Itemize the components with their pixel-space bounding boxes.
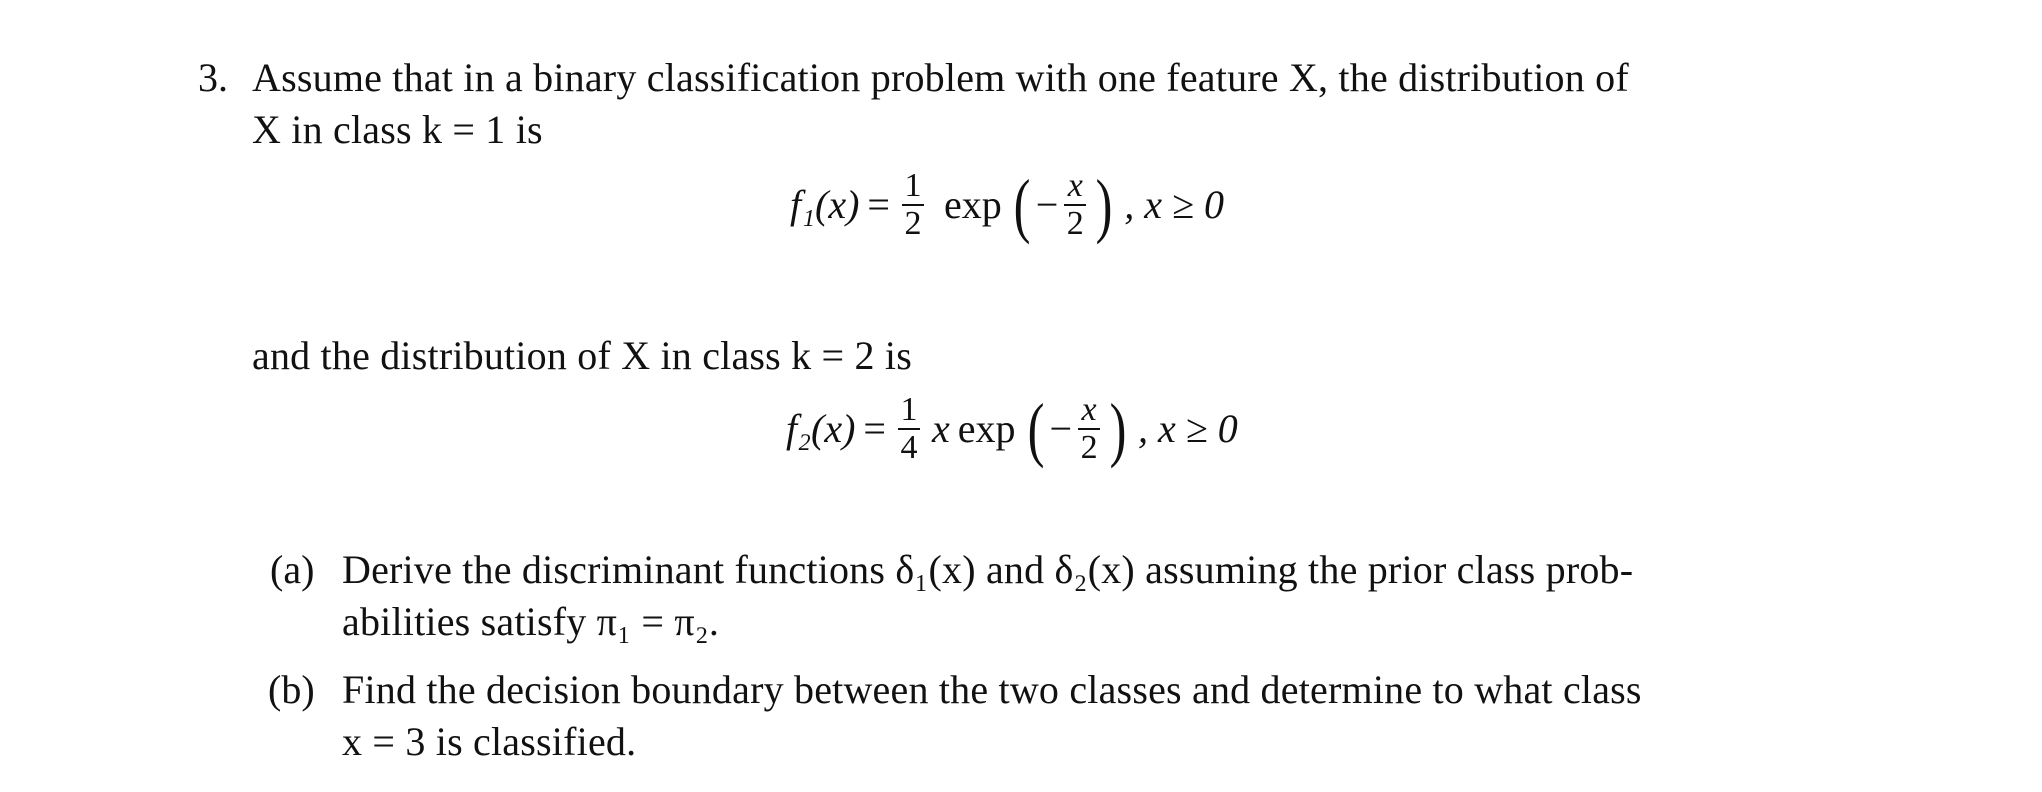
left-paren: ( [1013, 164, 1031, 245]
f1-coef-num: 1 [904, 167, 922, 204]
f2-coef-num: 1 [900, 391, 918, 428]
f1-exp-argument [1010, 164, 1117, 245]
f1-exp: exp [943, 182, 1002, 228]
left-paren: ( [1027, 388, 1044, 469]
f1-minus: − [1035, 182, 1059, 228]
f1-coefficient [902, 168, 924, 241]
part-a-label: (a) [270, 547, 315, 592]
f1-equals: = [867, 182, 890, 228]
f1-lhs: f₁(x) [790, 182, 860, 228]
part-a-line-2: abilities satisfy π₁ = π₂. [342, 599, 720, 644]
f2-minus: − [1049, 406, 1073, 452]
right-paren: ) [1109, 388, 1127, 469]
f2-condition: , x ≥ 0 [1138, 406, 1238, 452]
part-a-line-1: Derive the discriminant functions δ₁(x) and δ₂(x) assuming the prior class prob- [342, 547, 1634, 592]
f2-coefficient [898, 392, 920, 465]
mid-line: and the distribution of X in class k = 2 is [252, 333, 912, 378]
f1-inner-num: x [1067, 167, 1083, 204]
right-paren: ) [1095, 164, 1113, 245]
f2-pre-exp: x [931, 406, 950, 452]
f2-exp: exp [957, 406, 1016, 452]
part-b-line-1: Find the decision boundary between the two classes and determine to what class [342, 667, 1642, 712]
f1-inner-fraction [1064, 168, 1086, 241]
f1-inner-den: 2 [1066, 204, 1084, 242]
part-b-label: (b) [268, 667, 315, 712]
intro-line-1: Assume that in a binary classification problem with one feature X, the distribution of [252, 55, 1629, 100]
intro-line-2: X in class k = 1 is [252, 107, 543, 152]
f2-inner-num: x [1081, 391, 1097, 428]
f2-exp-argument [1024, 388, 1131, 469]
f2-equals: = [863, 406, 886, 452]
equation-f2 [786, 388, 1238, 469]
f2-lhs: f₂(x) [786, 406, 856, 452]
f1-condition: , x ≥ 0 [1124, 182, 1224, 228]
problem-number: 3. [198, 55, 228, 100]
part-b-line-2: x = 3 is classified. [342, 719, 637, 764]
f2-coef-den: 4 [900, 428, 918, 466]
f2-inner-den: 2 [1080, 428, 1098, 466]
f2-inner-fraction [1078, 392, 1100, 465]
f1-coef-den: 2 [904, 204, 922, 242]
equation-f1 [790, 164, 1224, 245]
